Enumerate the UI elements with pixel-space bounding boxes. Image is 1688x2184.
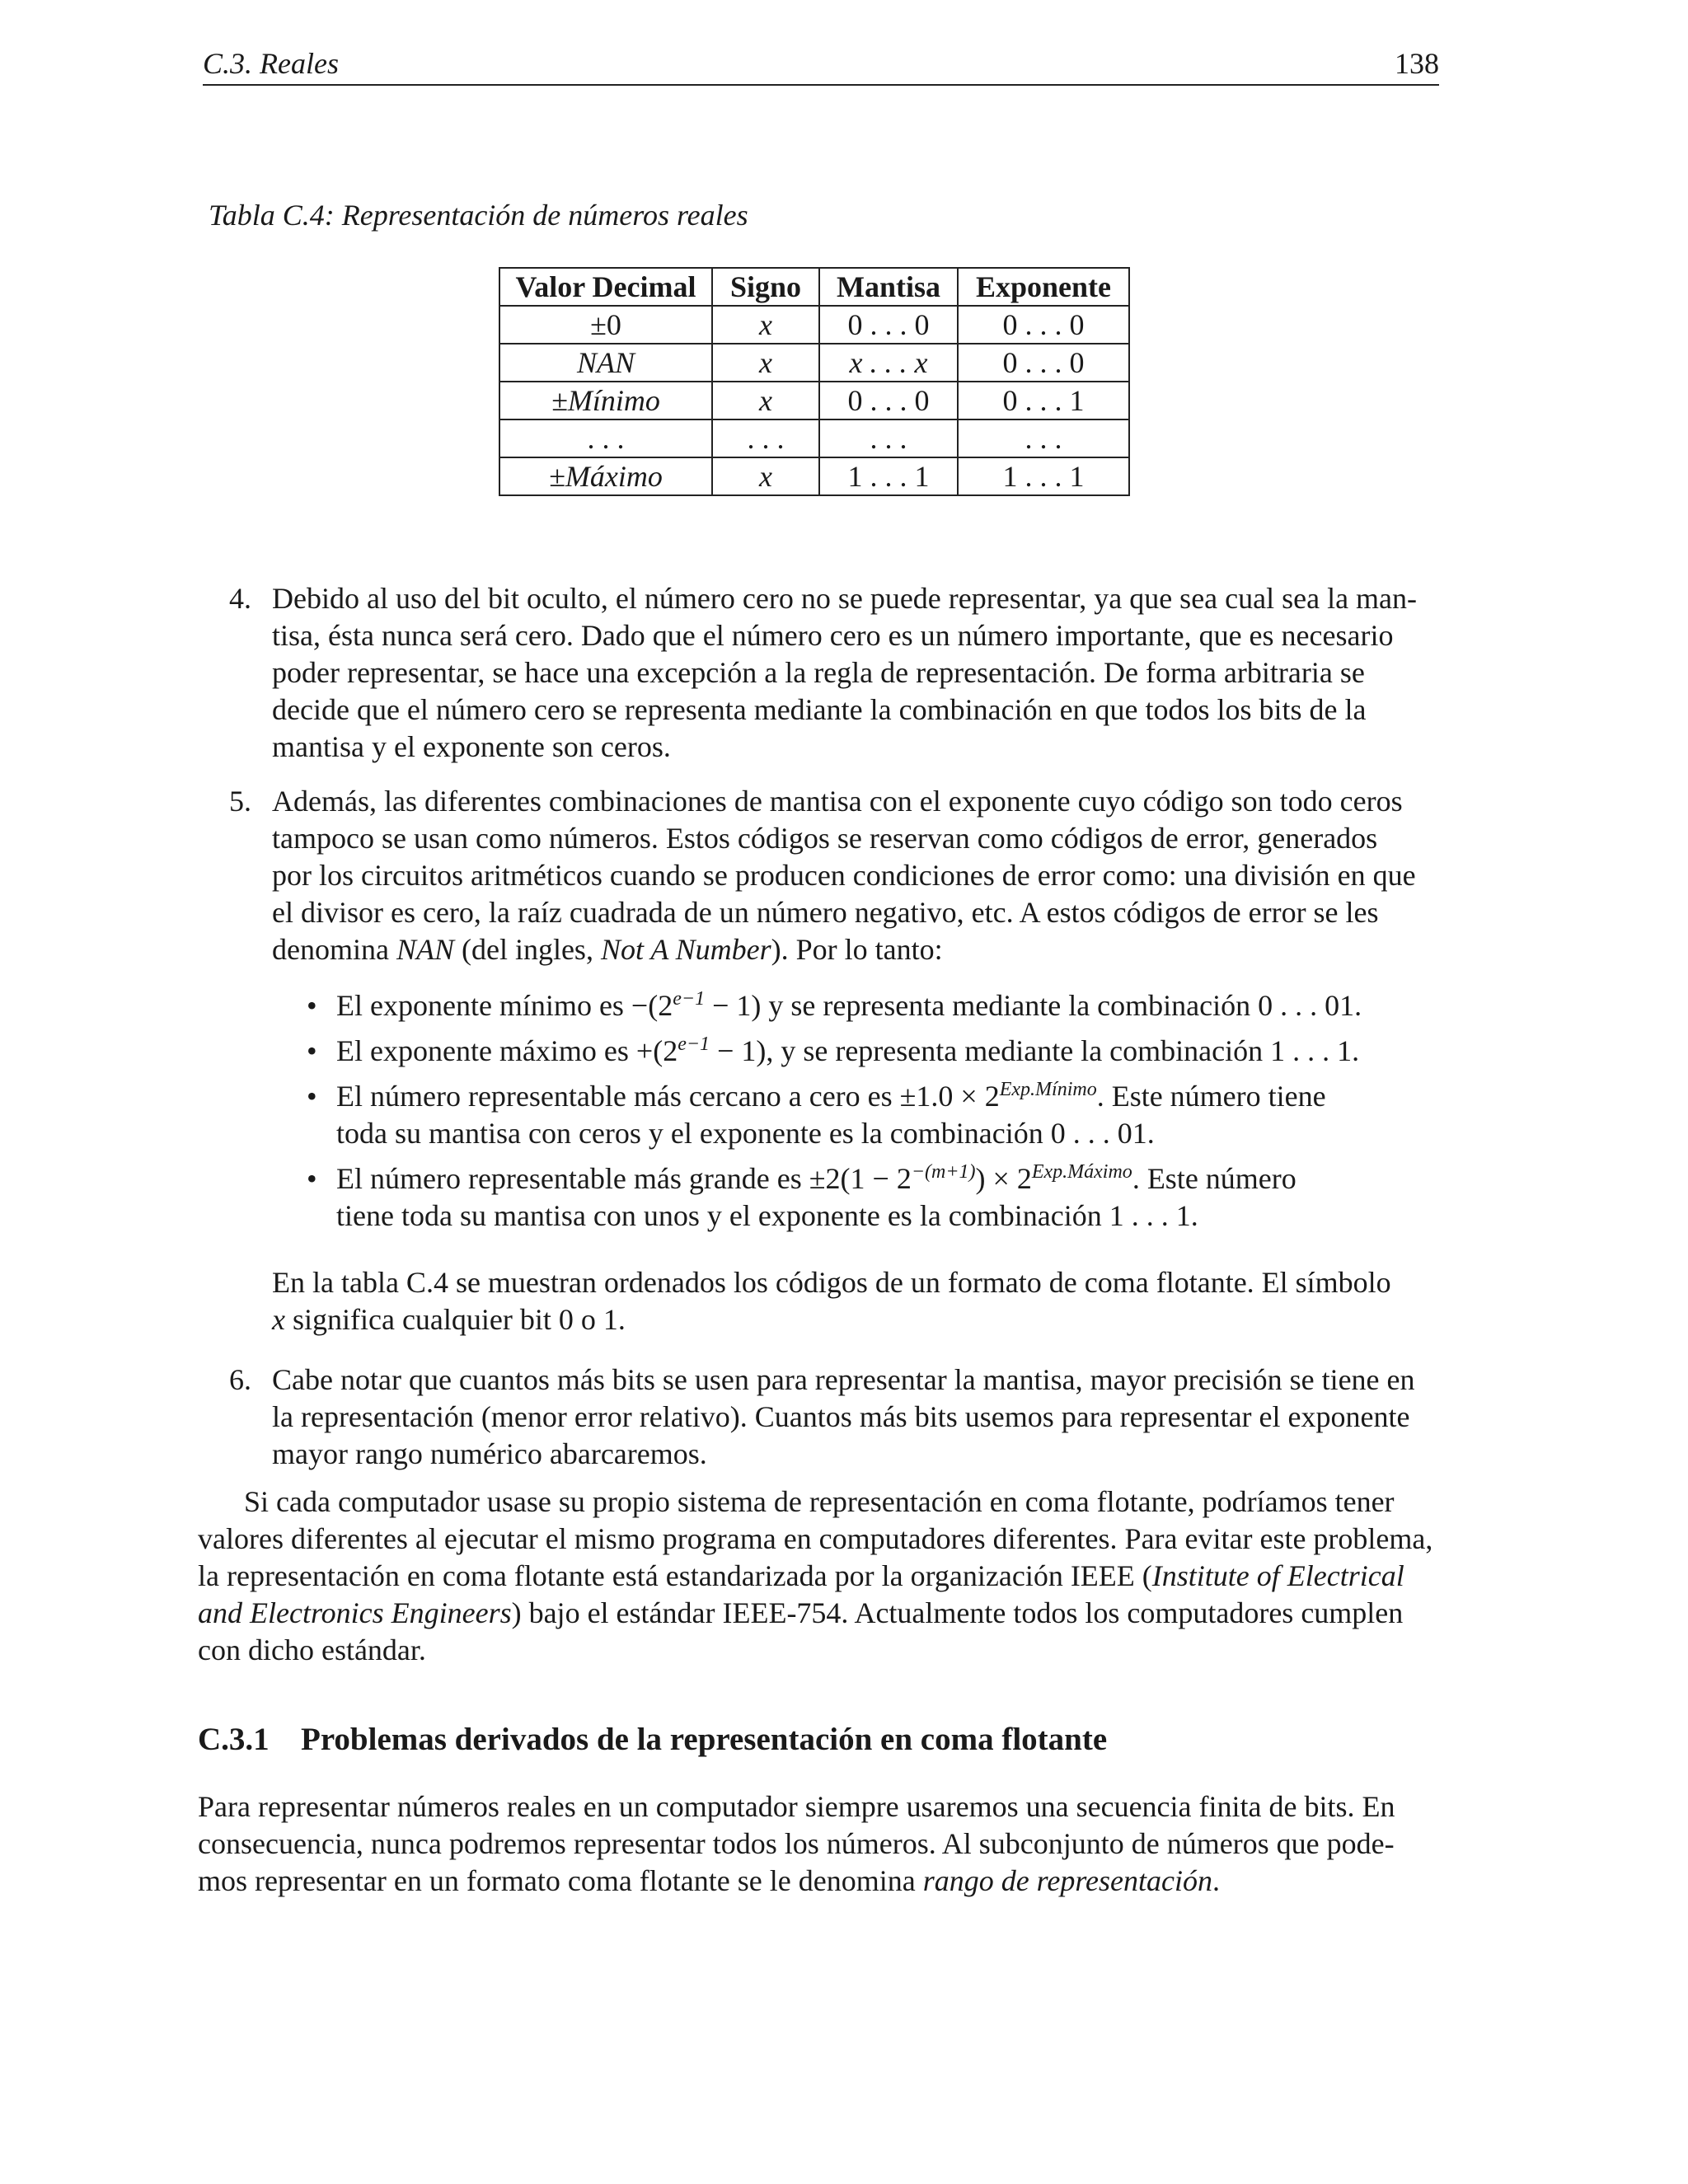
table-cell: ±0 bbox=[499, 306, 712, 344]
ieee-name-italic: Institute of Electrical bbox=[1151, 1559, 1404, 1592]
text-span: significa cualquier bit 0 o 1. bbox=[284, 1303, 626, 1336]
text-line: decide que el número cero se representa mediante la combinación en que todos los bits de la bbox=[272, 693, 1367, 726]
table-cell: x . . . x bbox=[819, 344, 958, 382]
section-heading bbox=[198, 1721, 1107, 1758]
text-span: ) bajo el estándar IEEE-754. Actualmente todos los computadores cumplen bbox=[511, 1596, 1404, 1629]
text-span: El número representable más grande es ±2(1 − 2 bbox=[336, 1162, 912, 1195]
table-cell: 0 . . . 0 bbox=[819, 306, 958, 344]
table-cell: 0 . . . 1 bbox=[958, 382, 1129, 419]
bullet-dot: • bbox=[307, 1034, 317, 1067]
text-line: con dicho estándar. bbox=[198, 1633, 426, 1666]
table-cell: ±Máximo bbox=[499, 457, 712, 495]
text-span: denomina bbox=[272, 933, 396, 966]
final-paragraph bbox=[198, 1788, 1439, 1900]
representation-table bbox=[499, 267, 1130, 496]
text-line: toda su mantisa con ceros y el exponente es la combinación 0 . . . 01. bbox=[336, 1117, 1155, 1150]
text-span: ) × 2 bbox=[975, 1162, 1032, 1195]
table-cell: x bbox=[712, 382, 819, 419]
text-line: mayor rango numérico abarcaremos. bbox=[272, 1437, 707, 1470]
table-reference-paragraph bbox=[272, 1264, 1438, 1338]
x-symbol: x bbox=[272, 1303, 285, 1336]
column-header: Valor Decimal bbox=[499, 268, 712, 306]
table-cell: 0 . . . 0 bbox=[958, 306, 1129, 344]
text-span: El exponente máximo es +(2 bbox=[336, 1034, 678, 1067]
table-row bbox=[499, 382, 1129, 419]
header-section: C.3. Reales bbox=[203, 47, 339, 80]
text-line: tiene toda su mantisa con unos y el exponente es la combinación 1 . . . 1. bbox=[336, 1199, 1198, 1232]
text-span: . Este número bbox=[1132, 1162, 1296, 1195]
table-cell: 1 . . . 1 bbox=[958, 457, 1129, 495]
text-line: poder representar, se hace una excepción a la regla de representación. De forma arbitraria se bbox=[272, 656, 1365, 689]
superscript: Exp.Mínimo bbox=[999, 1079, 1097, 1100]
table-row bbox=[499, 306, 1129, 344]
text-span: . bbox=[1212, 1864, 1220, 1897]
table-header-row bbox=[499, 268, 1129, 306]
column-header: Exponente bbox=[958, 268, 1129, 306]
table-row bbox=[499, 344, 1129, 382]
text-line: Además, las diferentes combinaciones de mantisa con el exponente cuyo código son todo ceros bbox=[272, 785, 1403, 818]
superscript: e−1 bbox=[678, 1033, 710, 1055]
table-caption: Tabla C.4: Representación de números reales bbox=[209, 199, 748, 232]
text-line: tampoco se usan como números. Estos códigos se reservan como códigos de error, generados bbox=[272, 822, 1378, 855]
bullet-dot: • bbox=[307, 989, 317, 1022]
text-span: . Este número tiene bbox=[1096, 1080, 1326, 1113]
text-line: el divisor es cero, la raíz cuadrada de un número negativo, etc. A estos códigos de error se les bbox=[272, 896, 1379, 929]
table-cell: x bbox=[712, 457, 819, 495]
text-span: − 1), y se representa mediante la combinación 1 . . . 1. bbox=[710, 1034, 1360, 1067]
column-header: Mantisa bbox=[819, 268, 958, 306]
text-line bbox=[198, 1863, 1439, 1900]
page-number: 138 bbox=[1395, 47, 1439, 80]
list-number: 6. bbox=[229, 1363, 251, 1396]
table-row bbox=[499, 457, 1129, 495]
table-cell: 0 . . . 0 bbox=[819, 382, 958, 419]
text-line: tisa, ésta nunca será cero. Dado que el número cero es un número importante, que es necesario bbox=[272, 619, 1394, 652]
text-span: − 1) y se representa mediante la combinación 0 . . . 01. bbox=[705, 989, 1362, 1022]
list-item-5 bbox=[229, 783, 1438, 968]
ieee-name-italic: and Electronics Engineers bbox=[198, 1596, 512, 1629]
bullet-dot: • bbox=[307, 1162, 317, 1195]
bullet-item bbox=[307, 987, 1437, 1024]
text-line: Debido al uso del bit oculto, el número cero no se puede representar, ya que sea cual sea la man- bbox=[272, 582, 1418, 615]
text-line: Para representar números reales en un computador siempre usaremos una secuencia finita de bits. En bbox=[198, 1790, 1395, 1823]
term-italic: rango de representación bbox=[922, 1864, 1212, 1897]
text-line: mantisa y el exponente son ceros. bbox=[272, 730, 671, 763]
table-cell: 0 . . . 0 bbox=[958, 344, 1129, 382]
section-title: Problemas derivados de la representación en coma flotante bbox=[301, 1722, 1108, 1757]
not-a-number-term: Not A Number bbox=[600, 933, 771, 966]
list-number: 5. bbox=[229, 785, 251, 818]
text-line: consecuencia, nunca podremos representar todos los números. Al subconjunto de números que pode- bbox=[198, 1827, 1395, 1860]
section-number: C.3.1 bbox=[198, 1722, 270, 1757]
text-span: ). Por lo tanto: bbox=[771, 933, 943, 966]
list-item-4 bbox=[229, 580, 1438, 766]
table-cell: NAN bbox=[499, 344, 712, 382]
column-header: Signo bbox=[712, 268, 819, 306]
list-item-6 bbox=[229, 1361, 1438, 1473]
bullet-item bbox=[307, 1078, 1437, 1152]
ieee-paragraph bbox=[198, 1483, 1439, 1669]
table-cell: . . . bbox=[958, 419, 1129, 457]
table-cell: ±Mínimo bbox=[499, 382, 712, 419]
table-cell: x bbox=[712, 344, 819, 382]
text-line: Si cada computador usase su propio sistema de representación en coma flotante, podríamos tener bbox=[244, 1485, 1395, 1518]
bullet-item bbox=[307, 1033, 1437, 1070]
text-line bbox=[198, 1558, 1439, 1595]
table-cell: 1 . . . 1 bbox=[819, 457, 958, 495]
superscript: e−1 bbox=[673, 988, 706, 1010]
nan-term: NAN bbox=[396, 933, 454, 966]
text-line: Cabe notar que cuantos más bits se usen para representar la mantisa, mayor precisión se tiene en bbox=[272, 1363, 1415, 1396]
superscript: Exp.Máximo bbox=[1031, 1161, 1132, 1183]
bullet-dot: • bbox=[307, 1080, 317, 1113]
text-line bbox=[198, 1595, 1439, 1632]
bullet-item bbox=[307, 1160, 1437, 1235]
text-span: (del ingles, bbox=[453, 933, 601, 966]
text-line: valores diferentes al ejecutar el mismo programa en computadores diferentes. Para evitar este problema, bbox=[198, 1522, 1433, 1555]
table-row bbox=[499, 419, 1129, 457]
text-line: la representación (menor error relativo). Cuantos más bits usemos para representar el exponente bbox=[272, 1400, 1410, 1433]
text-line: En la tabla C.4 se muestran ordenados los códigos de un formato de coma flotante. El símbolo bbox=[272, 1266, 1391, 1299]
text-span: mos representar en un formato coma flotante se le denomina bbox=[198, 1864, 923, 1897]
table-cell: . . . bbox=[819, 419, 958, 457]
table-cell: . . . bbox=[712, 419, 819, 457]
text-line bbox=[272, 1301, 1438, 1338]
superscript: −(m+1) bbox=[911, 1161, 976, 1183]
table-cell: . . . bbox=[499, 419, 712, 457]
bullet-list bbox=[307, 987, 1437, 1235]
running-header bbox=[203, 43, 1439, 86]
text-line bbox=[272, 931, 1438, 968]
text-span: El exponente mínimo es −(2 bbox=[336, 989, 673, 1022]
text-span: la representación en coma flotante está estandarizada por la organización IEEE ( bbox=[198, 1559, 1152, 1592]
text-line: por los circuitos aritméticos cuando se producen condiciones de error como: una división en que bbox=[272, 859, 1416, 892]
table-cell: x bbox=[712, 306, 819, 344]
text-span: El número representable más cercano a cero es ±1.0 × 2 bbox=[336, 1080, 1000, 1113]
list-number: 4. bbox=[229, 582, 251, 615]
